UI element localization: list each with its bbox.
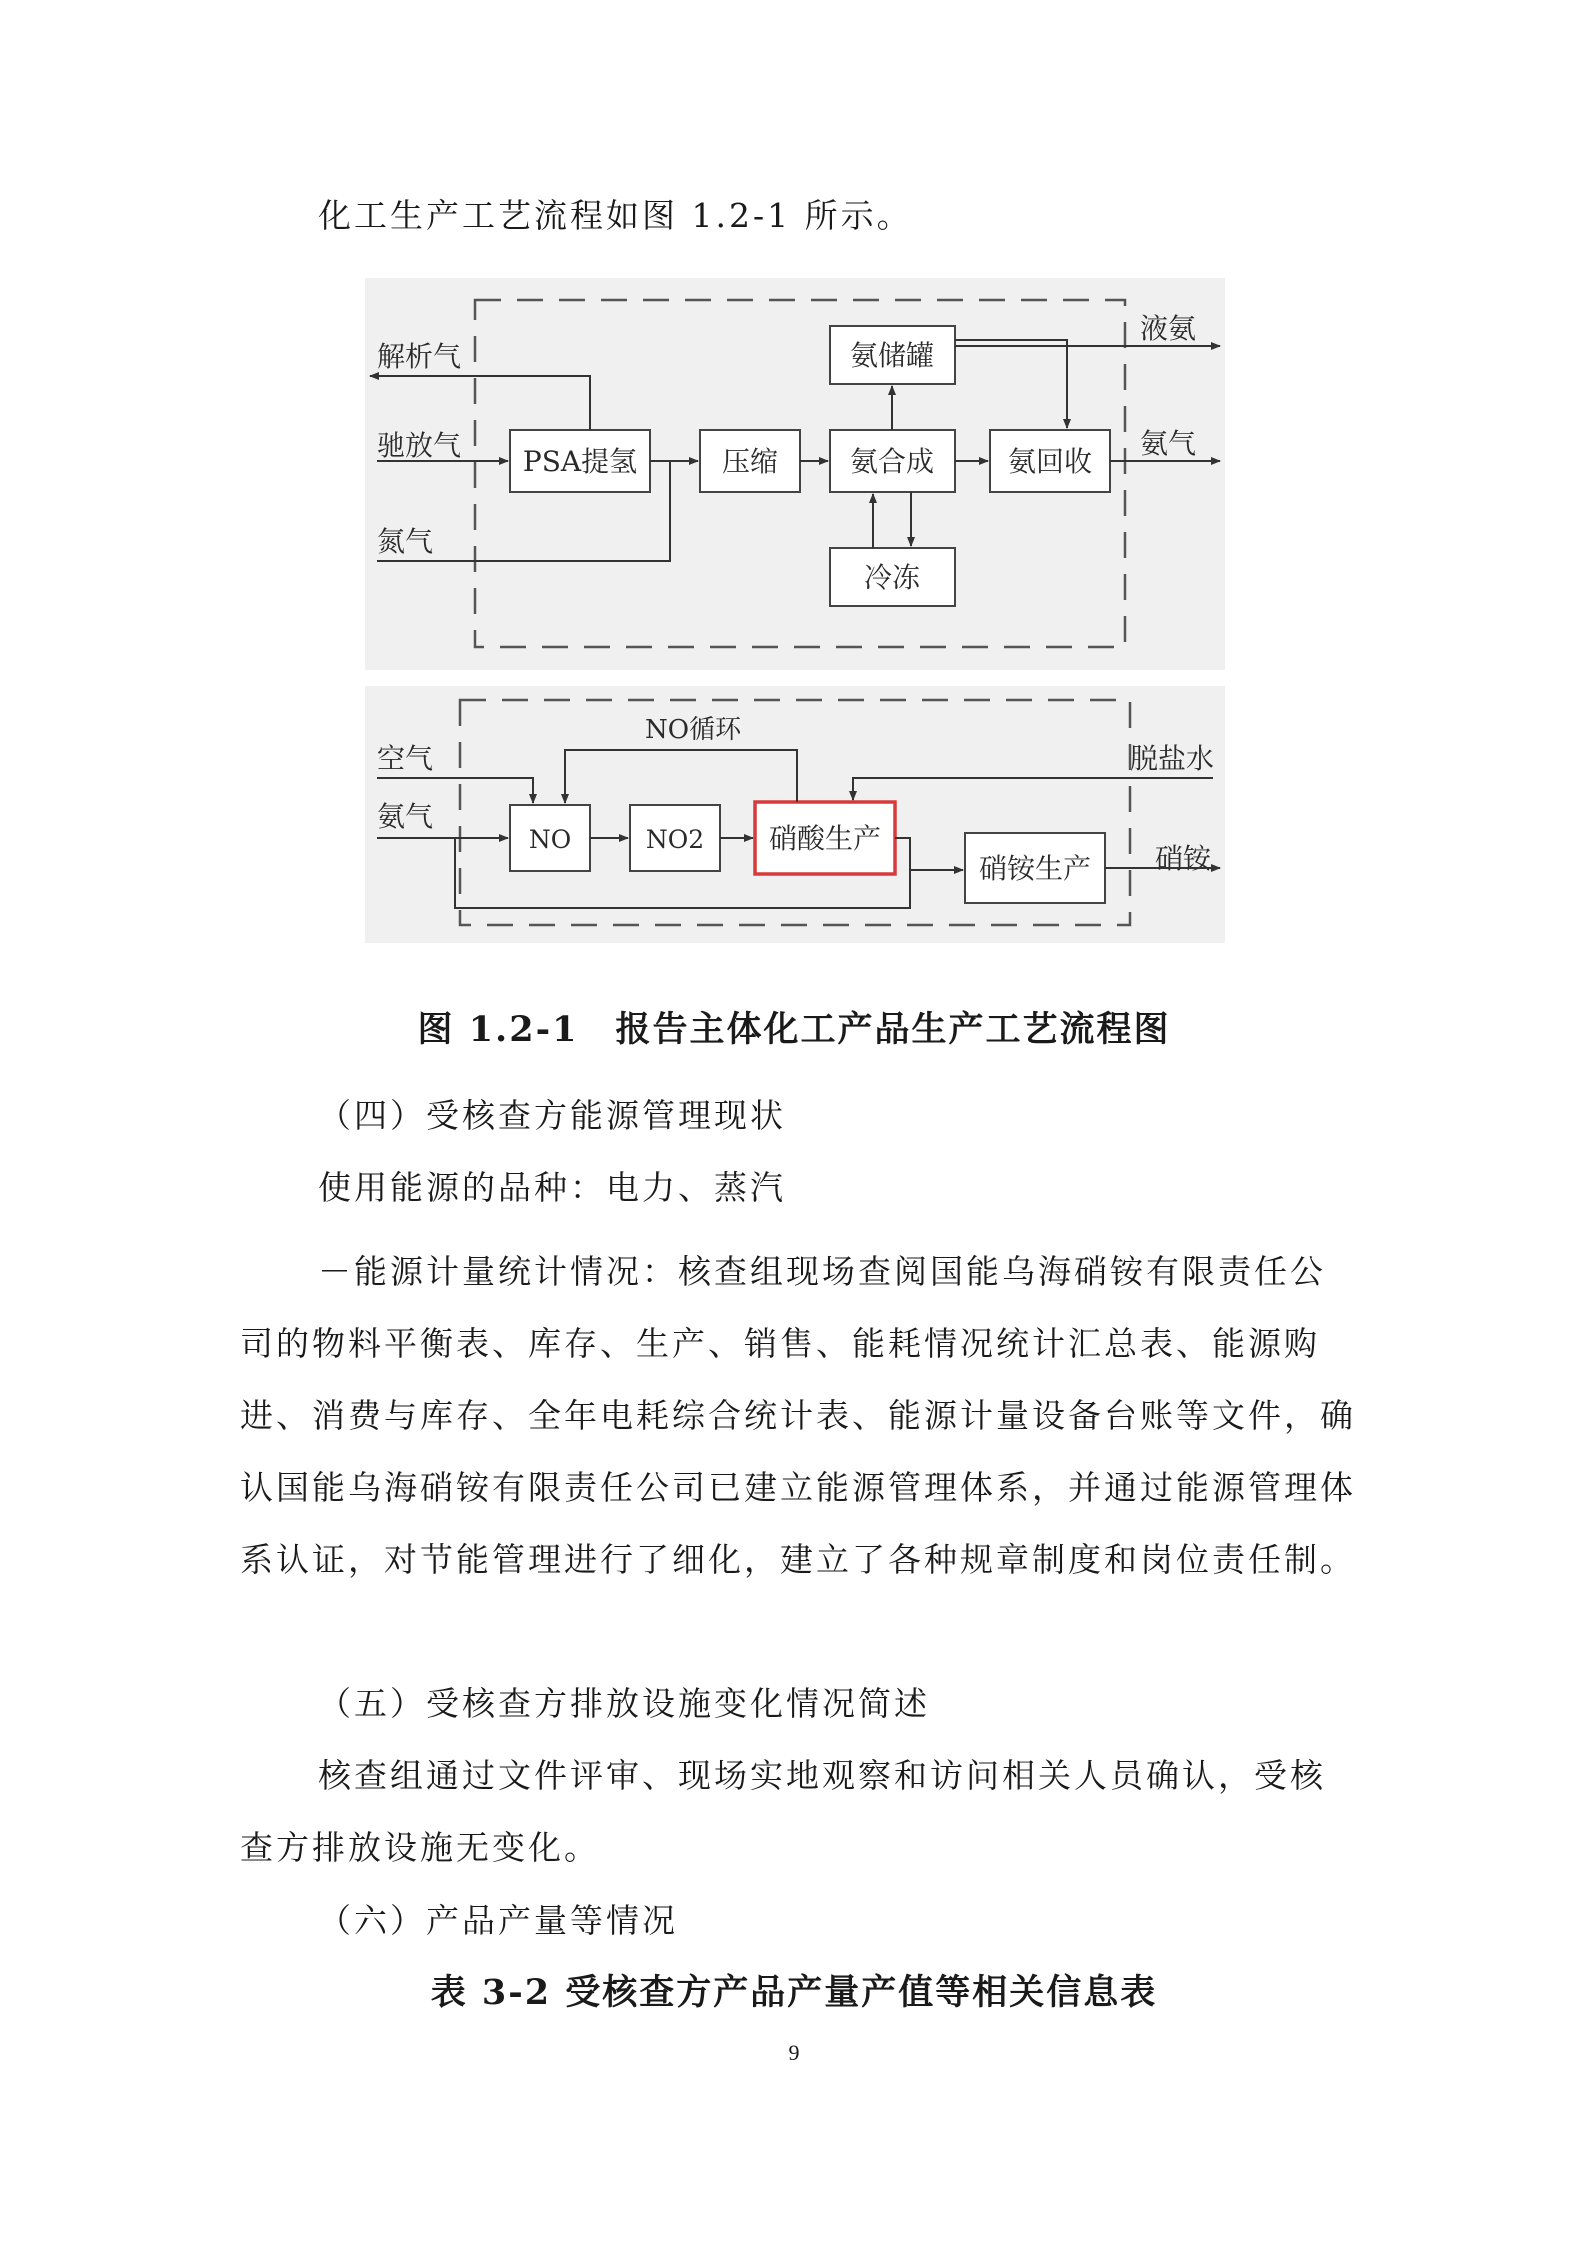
section-5-heading: （五）受核查方排放设施变化情况简述 [318,1684,930,1723]
label-no-loop: NO循环 [645,715,742,745]
label-liquid-ammonia: 液氨 [1140,312,1197,345]
intro-line: 化工生产工艺流程如图 1.2-1 所示。 [318,196,913,235]
section-4-heading: （四）受核查方能源管理现状 [318,1096,786,1135]
emission-facility-paragraph: 核查组通过文件评审、现场实地观察和访问相关人员确认，受核查方排放设施无变化。 [240,1756,1326,1867]
label-ammonia-gas-out: 氨气 [1140,427,1197,460]
label-no: NO [528,825,572,854]
label-desorption-gas: 解析气 [377,340,462,373]
label-ammonia-gas-in: 氨气 [377,800,434,833]
label-nitric-acid: 硝酸生产 [768,822,882,855]
label-synthesis: 氨合成 [849,445,935,478]
label-air: 空气 [377,742,434,775]
table-caption: 表 3-2 受核查方产品产量产值等相关信息表 [430,1972,1158,2013]
label-ammonium-nitrate: 硝铵生产 [978,852,1092,885]
label-nitrogen: 氮气 [377,525,434,558]
page-number: 9 [788,2040,800,2065]
figure-caption: 图 1.2-1 报告主体化工产品生产工艺流程图 [417,1009,1171,1050]
label-psa: PSA提氢 [522,445,638,478]
label-desalted-water: 脱盐水 [1130,742,1215,775]
energy-metering-paragraph: －能源计量统计情况：核查组现场查阅国能乌海硝铵有限责任公司的物料平衡表、库存、生产、销售、能耗情况统计汇总表、能源购进、消费与库存、全年电耗综合统计表、能源计量设备台账等文件，确认国能乌海硝铵有限责任公司已建立能源管理体系，并通过能源管理体系认证，对节能管理进行了细化，建立了各种规章制度和岗位责任制。 [240,1252,1356,1579]
label-storage: 氨储罐 [849,339,935,372]
label-purge-gas: 驰放气 [377,429,462,462]
label-freeze: 冷冻 [863,561,921,594]
energy-types-line: 使用能源的品种：电力、蒸汽 [318,1168,786,1207]
label-no2: NO2 [645,825,705,854]
label-compress: 压缩 [721,445,779,478]
label-ammonium-nitrate-out: 硝铵 [1155,842,1212,875]
label-recovery: 氨回收 [1007,445,1093,478]
section-6-heading: （六）产品产量等情况 [318,1901,678,1940]
process-flow-figure [365,278,1225,943]
